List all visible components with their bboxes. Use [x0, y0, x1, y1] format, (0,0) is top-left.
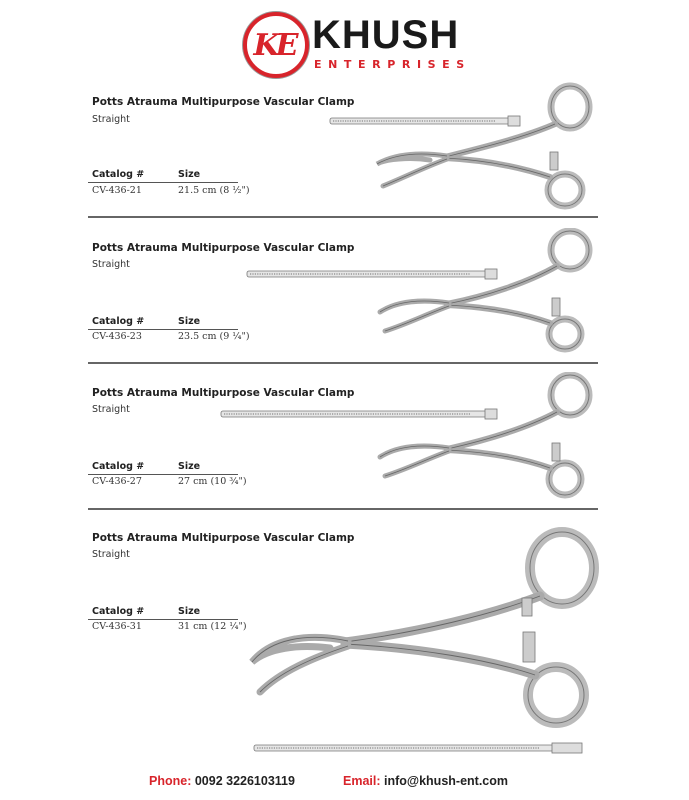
catalog-column-header: Catalog # [92, 606, 145, 617]
catalog-number: CV-436-21 [92, 185, 142, 196]
vascular-clamp-icon [216, 372, 602, 502]
logo-monogram-circle [243, 12, 309, 78]
catalog-number: CV-436-31 [92, 621, 142, 632]
logo-monogram: KE [253, 27, 295, 63]
catalog-column-header: Catalog # [92, 169, 145, 180]
section-divider [88, 216, 598, 218]
catalog-column-header: Catalog # [92, 316, 145, 327]
table-header-rule [88, 182, 238, 183]
brand-logo [240, 12, 471, 78]
product-title: Potts Atrauma Multipurpose Vascular Clamp [92, 532, 355, 544]
size-value: 31 cm (12 ¼") [178, 621, 247, 632]
size-value: 21.5 cm (8 ½") [178, 185, 250, 196]
vascular-clamp-icon [242, 228, 602, 356]
catalog-number: CV-436-23 [92, 331, 142, 342]
phone-contact [149, 774, 295, 788]
size-value: 27 cm (10 ¾") [178, 476, 247, 487]
size-column-header: Size [178, 169, 201, 180]
phone-number[interactable]: 0092 3226103119 [194, 774, 295, 788]
product-variant: Straight [92, 114, 130, 125]
table-header-rule [88, 619, 238, 620]
size-column-header: Size [178, 461, 201, 472]
brand-name: KHUSH [312, 13, 460, 57]
catalog-column-header: Catalog # [92, 461, 145, 472]
product-title: Potts Atrauma Multipurpose Vascular Clamp [92, 242, 355, 254]
table-header-rule [88, 329, 238, 330]
section-divider [88, 508, 598, 510]
product-variant: Straight [92, 404, 130, 415]
product-title: Potts Atrauma Multipurpose Vascular Clamp [92, 387, 355, 399]
vascular-clamp-icon [325, 82, 605, 210]
section-divider [88, 362, 598, 364]
product-title: Potts Atrauma Multipurpose Vascular Clamp [92, 96, 355, 108]
product-variant: Straight [92, 549, 130, 560]
size-value: 23.5 cm (9 ¼") [178, 331, 250, 342]
email-label: Email: [343, 774, 381, 788]
brand-subtitle: ENTERPRISES [314, 58, 471, 71]
catalog-number: CV-436-27 [92, 476, 142, 487]
email-address[interactable]: info@khush-ent.com [384, 774, 508, 788]
size-column-header: Size [178, 316, 201, 327]
size-column-header: Size [178, 606, 201, 617]
phone-label: Phone: [149, 774, 192, 788]
product-variant: Straight [92, 259, 130, 270]
vascular-clamp-icon [240, 520, 610, 770]
email-contact [343, 774, 508, 788]
